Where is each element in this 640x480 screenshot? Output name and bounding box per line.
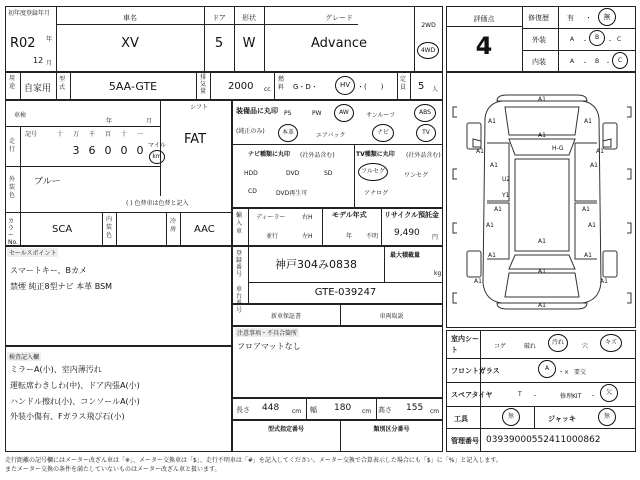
month-unit: 月 <box>46 60 53 67</box>
navi-sub: (社外品含む) <box>300 152 335 159</box>
divider <box>522 6 523 72</box>
import-parallel: 並行 <box>266 233 279 240</box>
inspection-year: 年 <box>106 118 113 125</box>
divider <box>446 406 636 407</box>
navi-hdd: HDD <box>244 170 258 177</box>
repair-no-circled: 無 <box>598 8 616 26</box>
shift-label: シフト <box>190 104 209 111</box>
divider <box>522 50 636 51</box>
color-code: SCA <box>52 224 73 235</box>
notes-label: 注意事項・不具合箇所 <box>237 330 298 337</box>
glass-a-circled: A <box>538 360 556 378</box>
divider <box>56 72 57 100</box>
reg-number: 神戸304み0838 <box>275 258 357 271</box>
tv-fullseg-circled: フルセグ <box>358 163 388 181</box>
equipment-label: 装備品に丸印 <box>236 107 278 115</box>
seat-hole: 穴 <box>582 343 589 350</box>
equipment-ps: PS <box>284 110 292 117</box>
glass-replace: 要交 <box>574 369 587 376</box>
mileage-unit-mile: マイル <box>148 142 166 149</box>
seat-tear: 破れ <box>524 343 537 350</box>
mark-right-quarter: A1 <box>588 222 596 229</box>
divider <box>180 212 181 246</box>
height-unit: cm <box>430 408 440 415</box>
mark-left-rear: A1 <box>488 252 496 259</box>
equipment-sunroof: サンルーフ <box>366 112 396 119</box>
mark-roof-spot: H-G <box>552 145 564 152</box>
drive-2wd: 2WD <box>421 22 436 29</box>
exterior-color-note: ( ) 色替車は色替と記入 <box>126 200 189 207</box>
import-dealer: ディーラー <box>256 214 286 221</box>
mark-y1: Y1 <box>502 192 510 199</box>
divider <box>384 246 385 282</box>
ac: AAC <box>194 224 215 235</box>
fuel-label: 燃料 <box>278 76 285 91</box>
repair-yes: 有 <box>567 14 574 22</box>
car-name: XV <box>121 36 139 51</box>
mark-rear-right-wheel: A1 <box>600 278 608 285</box>
spare-kit: 修理KIT <box>560 393 582 400</box>
import-left: 左H <box>302 233 313 240</box>
divider <box>248 208 249 246</box>
divider <box>397 72 398 100</box>
cc-unit: cc <box>264 86 271 93</box>
capacity-label: 定員 <box>400 76 407 91</box>
recycle-amount: 9,490 <box>394 228 420 238</box>
mgmt-number: 03939000552411000862 <box>486 435 601 445</box>
divider <box>116 212 117 246</box>
divider <box>446 382 636 383</box>
length-unit: cm <box>292 408 302 415</box>
inspector-line-3: ハンドル擦れ(小)、コンソールA(小) <box>10 397 140 406</box>
seat-burn: コゲ <box>494 343 507 350</box>
footer-line-2: またメーター交換の条件を満たしていないものはメーター改ざん車と扱います。 <box>5 466 221 473</box>
interior-label: 内装 <box>532 58 546 66</box>
model: 5AA-GTE <box>108 80 158 93</box>
exterior-b-circled: B <box>589 30 605 46</box>
mileage-digit: 0 <box>104 144 112 157</box>
score-value: 4 <box>475 32 493 60</box>
use: 自家用 <box>24 84 52 94</box>
mileage-head: 一 <box>136 131 143 138</box>
mark-trunk: A1 <box>538 238 546 245</box>
mileage-digit: 6 <box>88 144 96 157</box>
divider <box>306 398 307 420</box>
mark-hood: A1 <box>538 132 546 139</box>
exterior-color: ブルー <box>34 177 61 187</box>
glass-x: ・× <box>558 369 570 376</box>
mark-right-mirror: A1 <box>596 148 604 155</box>
max-load-kg: kg <box>434 270 442 277</box>
mark-left-rear-door: A1 <box>494 206 502 213</box>
shape: W <box>242 36 256 51</box>
header-divider <box>56 24 358 25</box>
equipment-tv-circled: TV <box>416 124 436 142</box>
spare-t: T <box>518 391 522 398</box>
divider <box>5 166 160 167</box>
mileage-label: 走行 <box>9 138 16 153</box>
divider <box>522 28 636 29</box>
type-no-label: 型式指定番号 <box>267 426 304 433</box>
drive-4wd-circled: 4WD <box>417 42 439 59</box>
vin-label: 車台番号 <box>236 286 243 314</box>
seat-stain-circled: 汚れ <box>548 334 568 352</box>
mileage-digit: 0 <box>136 144 144 157</box>
capacity-unit: 人 <box>432 86 439 93</box>
mgmt-label: 管理番号 <box>451 437 479 445</box>
mark-right-fender: A1 <box>584 118 592 125</box>
mileage-digit: 0 <box>120 144 128 157</box>
mileage-head: 万 <box>72 131 79 138</box>
mark-front-bumper: A1 <box>538 96 546 103</box>
divider <box>166 212 167 246</box>
year-unit: 年 <box>46 36 53 43</box>
mileage-head: 十 <box>120 131 127 138</box>
divider <box>534 406 535 428</box>
model-label: 型式 <box>59 76 66 91</box>
inspector-line-1: ミラーA(小)、室内薄汚れ <box>10 365 102 374</box>
reg-label: 登録番号 <box>236 250 243 278</box>
tools-label: 工具 <box>454 415 468 423</box>
selling-points-block <box>5 246 232 346</box>
class-label: 類別区分番号 <box>373 426 410 433</box>
tv-analog: アナログ <box>364 190 389 197</box>
divider <box>376 398 377 420</box>
navi-dvd-play: DVD再生可 <box>276 190 308 197</box>
inspector-line-2: 運転席わきしわ(中)、ドア内張A(小) <box>10 381 140 390</box>
selling-line-2: 禁煙 純正8型ナビ 本革 BSM <box>10 282 113 291</box>
divider <box>210 72 211 100</box>
fuel-hv-circled: HV <box>335 76 355 95</box>
inspector-line-4: 外装小傷有、Fガラス飛び石(小) <box>10 412 125 421</box>
recycle-label: リサイクル預託金 <box>384 211 440 219</box>
mileage-head: 十 <box>56 131 63 138</box>
mark-left-fender: A1 <box>488 118 496 125</box>
displacement: 2000 <box>228 81 254 92</box>
length: 448 <box>262 403 280 413</box>
mileage-digit: 3 <box>72 144 80 157</box>
fuel-options: G・D・ <box>293 83 318 91</box>
divider <box>558 6 559 72</box>
navi-sd: SD <box>324 170 333 177</box>
model-year-label: モデル年式 <box>332 211 367 219</box>
max-load-label: 最大積載量 <box>390 252 421 259</box>
equipment-navi-circled: ナビ <box>372 124 394 142</box>
score-label: 評価点 <box>473 15 495 23</box>
footer-line-1: 走行距離の記号欄にはメーター改ざん車は「※」、メーター交換車は「$」、走行不明車は「#」を記入してください。メーター交換で合算表示した場合にも「$」に「%」と記入します。 <box>5 457 502 464</box>
mark-right-front-door: A1 <box>590 162 598 169</box>
jack-none-circled: 無 <box>598 408 616 426</box>
exterior-c: C <box>617 36 622 43</box>
exterior-a: A <box>570 36 575 43</box>
divider <box>322 208 323 246</box>
width-unit: cm <box>362 408 372 415</box>
selling-line-1: スマートキー、Bカメ <box>10 266 88 275</box>
grade: Advance <box>311 36 367 51</box>
exterior-label: 外装 <box>532 36 546 44</box>
exterior-color-label: 外装色 <box>9 176 16 199</box>
notes-text: フロアマットなし <box>237 342 301 351</box>
divider <box>446 428 636 429</box>
equipment-leather-circled: 本革 <box>278 124 298 142</box>
interior-color-label: 内装色 <box>106 216 113 239</box>
mark-left-front-door: A1 <box>490 162 498 169</box>
navi-label: ナビ種類に丸印 <box>248 151 291 158</box>
ac-label: 冷房 <box>170 218 177 233</box>
divider <box>410 72 411 100</box>
spare-label: スペアタイヤ <box>451 391 493 399</box>
tv-sub: (社外品含む) <box>406 152 441 159</box>
glass-label: フロントガラス <box>451 367 500 375</box>
first-reg-month: 12 <box>33 56 44 65</box>
fuel-other: ・( ) <box>357 83 384 91</box>
divider <box>248 282 443 283</box>
width-label: 幅 <box>310 406 317 414</box>
grade-label: グレード <box>325 14 353 22</box>
doors-label: ドア <box>212 14 226 22</box>
divider <box>232 144 443 145</box>
divider <box>5 212 232 213</box>
mark-rear-panel: A1 <box>538 302 546 309</box>
import-right: 右H <box>302 214 313 221</box>
model-year-unit: 年 <box>346 233 353 240</box>
mark-left-quarter: A1 <box>486 222 494 229</box>
tv-label: TV種類に丸印 <box>356 151 395 158</box>
spare-none-circled: 欠 <box>600 384 618 402</box>
equipment-aw-circled: AW <box>334 104 354 122</box>
first-reg-label: 初年度登録年月 <box>8 10 51 17</box>
height: 155 <box>406 403 424 413</box>
recycle-yen: 円 <box>432 234 439 241</box>
mark-right-rear: A1 <box>584 252 592 259</box>
divider <box>102 212 103 246</box>
divider <box>446 358 636 359</box>
length-label: 長さ <box>236 406 250 414</box>
tools-none-circled: 無 <box>502 408 520 426</box>
divider <box>414 6 415 72</box>
car-outline-diagram <box>447 73 637 329</box>
divider <box>446 26 522 27</box>
model-year-unknown: 不明 <box>366 233 379 240</box>
height-label: 高さ <box>378 406 392 414</box>
divider <box>20 212 21 246</box>
new-warranty: 新車保証書 <box>270 313 301 320</box>
vin: GTE-039247 <box>314 287 377 298</box>
mileage-head: 千 <box>88 131 95 138</box>
use-label: 用途 <box>9 75 16 90</box>
divider <box>381 208 382 246</box>
equipment-pw: PW <box>312 110 322 117</box>
capacity: 5 <box>418 81 425 92</box>
displacement-label: 排気量 <box>200 74 207 95</box>
equipment-sublabel: (純正のみ) <box>236 128 265 135</box>
repair-label: 修復歴 <box>528 14 549 22</box>
footer-note <box>5 456 635 474</box>
damage-diagram <box>446 72 636 328</box>
interior-a: A <box>570 58 575 65</box>
inspector-label: 検査記入欄 <box>9 354 40 361</box>
jack-label: ジャッキ <box>548 415 576 423</box>
divider <box>196 72 197 100</box>
interior-b: B <box>595 58 600 65</box>
import-label: 輸入車 <box>236 212 243 235</box>
divider <box>20 166 21 212</box>
color-code-label: カラーNo. <box>8 218 18 246</box>
navi-cd: CD <box>248 188 257 195</box>
mark-rear-left-wheel: A1 <box>474 278 482 285</box>
inspection-month: 月 <box>146 118 153 125</box>
mark-left-mirror: A1 <box>476 148 484 155</box>
owner-manual: 車両取説 <box>379 313 404 320</box>
divider <box>274 72 275 100</box>
width: 180 <box>334 403 352 413</box>
mark-rear-bumper: A1 <box>538 268 546 275</box>
equipment-airbag: エアバック <box>316 132 346 139</box>
mark-right-rear-door: A1 <box>582 206 590 213</box>
mileage-head: 記号 <box>24 131 37 138</box>
mark-u2: U2 <box>502 176 511 183</box>
doors: 5 <box>214 36 224 51</box>
first-reg-year: R02 <box>10 36 36 51</box>
tv-oneseg: ワンセグ <box>404 172 429 179</box>
mileage-unit-km-circled: km <box>149 150 165 164</box>
car-name-label: 車名 <box>123 14 137 22</box>
equipment-abs-circled: ABS <box>414 104 436 122</box>
shift: FAT <box>184 132 207 147</box>
interior-c-circled: C <box>612 52 628 69</box>
navi-dvd: DVD <box>286 170 300 177</box>
selling-label: セールスポイント <box>9 250 57 257</box>
mileage-grid <box>20 126 144 166</box>
inspection-label: 車検 <box>14 112 27 119</box>
seat-scratch-circled: キズ <box>600 334 622 352</box>
divider <box>354 144 355 208</box>
seat-label: 室内シート <box>451 335 479 354</box>
mileage-head: 百 <box>104 131 111 138</box>
shape-label: 形状 <box>242 14 256 22</box>
divider <box>20 72 21 100</box>
